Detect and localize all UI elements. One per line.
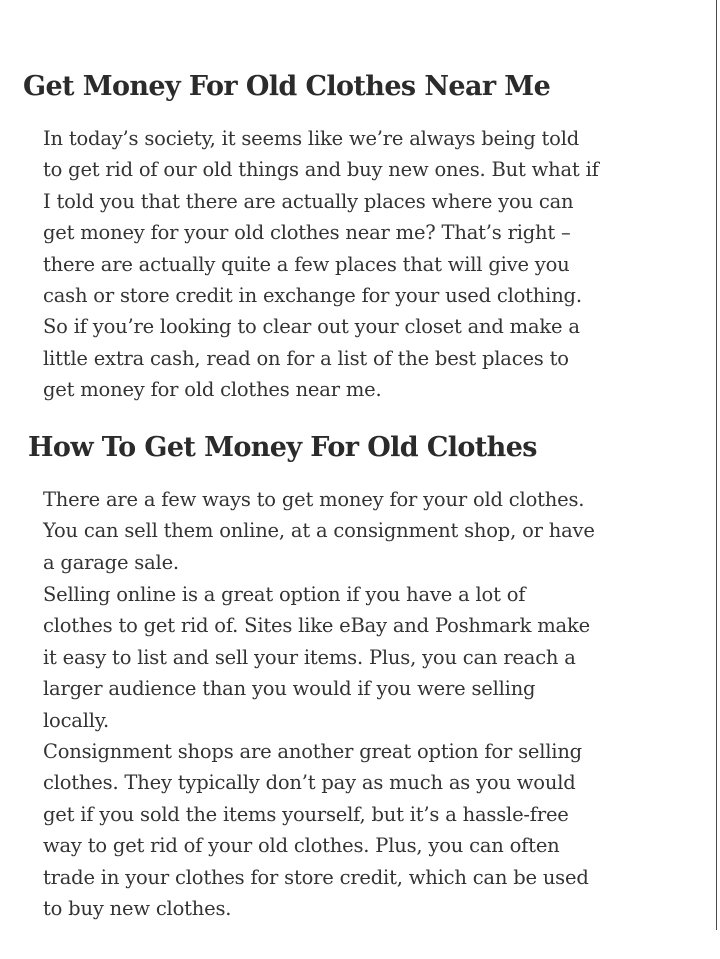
- paragraph-line: Consignment shops are another great option for selling: [43, 740, 582, 763]
- article-heading-how-to-get-money: How To Get Money For Old Clothes: [28, 432, 537, 463]
- selling-online-paragraph: [43, 579, 590, 736]
- ways-paragraph: [43, 484, 595, 578]
- paragraph-line: clothes to get rid of. Sites like eBay and Poshmark make: [43, 614, 590, 638]
- page-edge-rule: [716, 0, 717, 930]
- intro-paragraph: [43, 123, 599, 406]
- paragraph-line: get if you sold the items yourself, but it’s a hassle-free: [43, 802, 569, 826]
- paragraph-line: little extra cash, read on for a list of the best places to: [43, 346, 569, 370]
- paragraph-line: get money for your old clothes near me? That’s right –: [43, 221, 571, 245]
- paragraph-line: So if you’re looking to clear out your closet and make a: [43, 315, 580, 339]
- paragraph-line: There are a few ways to get money for your old clothes.: [43, 488, 585, 511]
- paragraph-line: You can sell them online, at a consignment shop, or have: [43, 519, 595, 543]
- paragraph-line: larger audience than you would if you were selling: [43, 677, 536, 701]
- article-heading-get-money-near-me: Get Money For Old Clothes Near Me: [23, 71, 551, 102]
- paragraph-line: clothes. They typically don’t pay as much as you would: [43, 771, 576, 795]
- paragraph-line: I told you that there are actually places where you can: [43, 189, 574, 213]
- consignment-paragraph: [43, 736, 589, 924]
- paragraph-line: to buy new clothes.: [43, 896, 232, 920]
- paragraph-line: there are actually quite a few places that will give you: [43, 252, 570, 276]
- paragraph-line: In today’s society, it seems like we’re always being told: [43, 127, 580, 150]
- paragraph-line: way to get rid of your old clothes. Plus, you can often: [43, 834, 560, 858]
- paragraph-line: a garage sale.: [43, 550, 179, 574]
- paragraph-line: it easy to list and sell your items. Plus, you can reach a: [43, 645, 576, 669]
- paragraph-line: to get rid of our old things and buy new ones. But what if: [43, 158, 599, 182]
- paragraph-line: trade in your clothes for store credit, which can be used: [43, 865, 589, 889]
- paragraph-line: get money for old clothes near me.: [43, 378, 382, 402]
- paragraph-line: Selling online is a great option if you have a lot of: [43, 583, 526, 606]
- paragraph-line: locally.: [43, 708, 110, 732]
- paragraph-line: cash or store credit in exchange for your used clothing.: [43, 283, 582, 307]
